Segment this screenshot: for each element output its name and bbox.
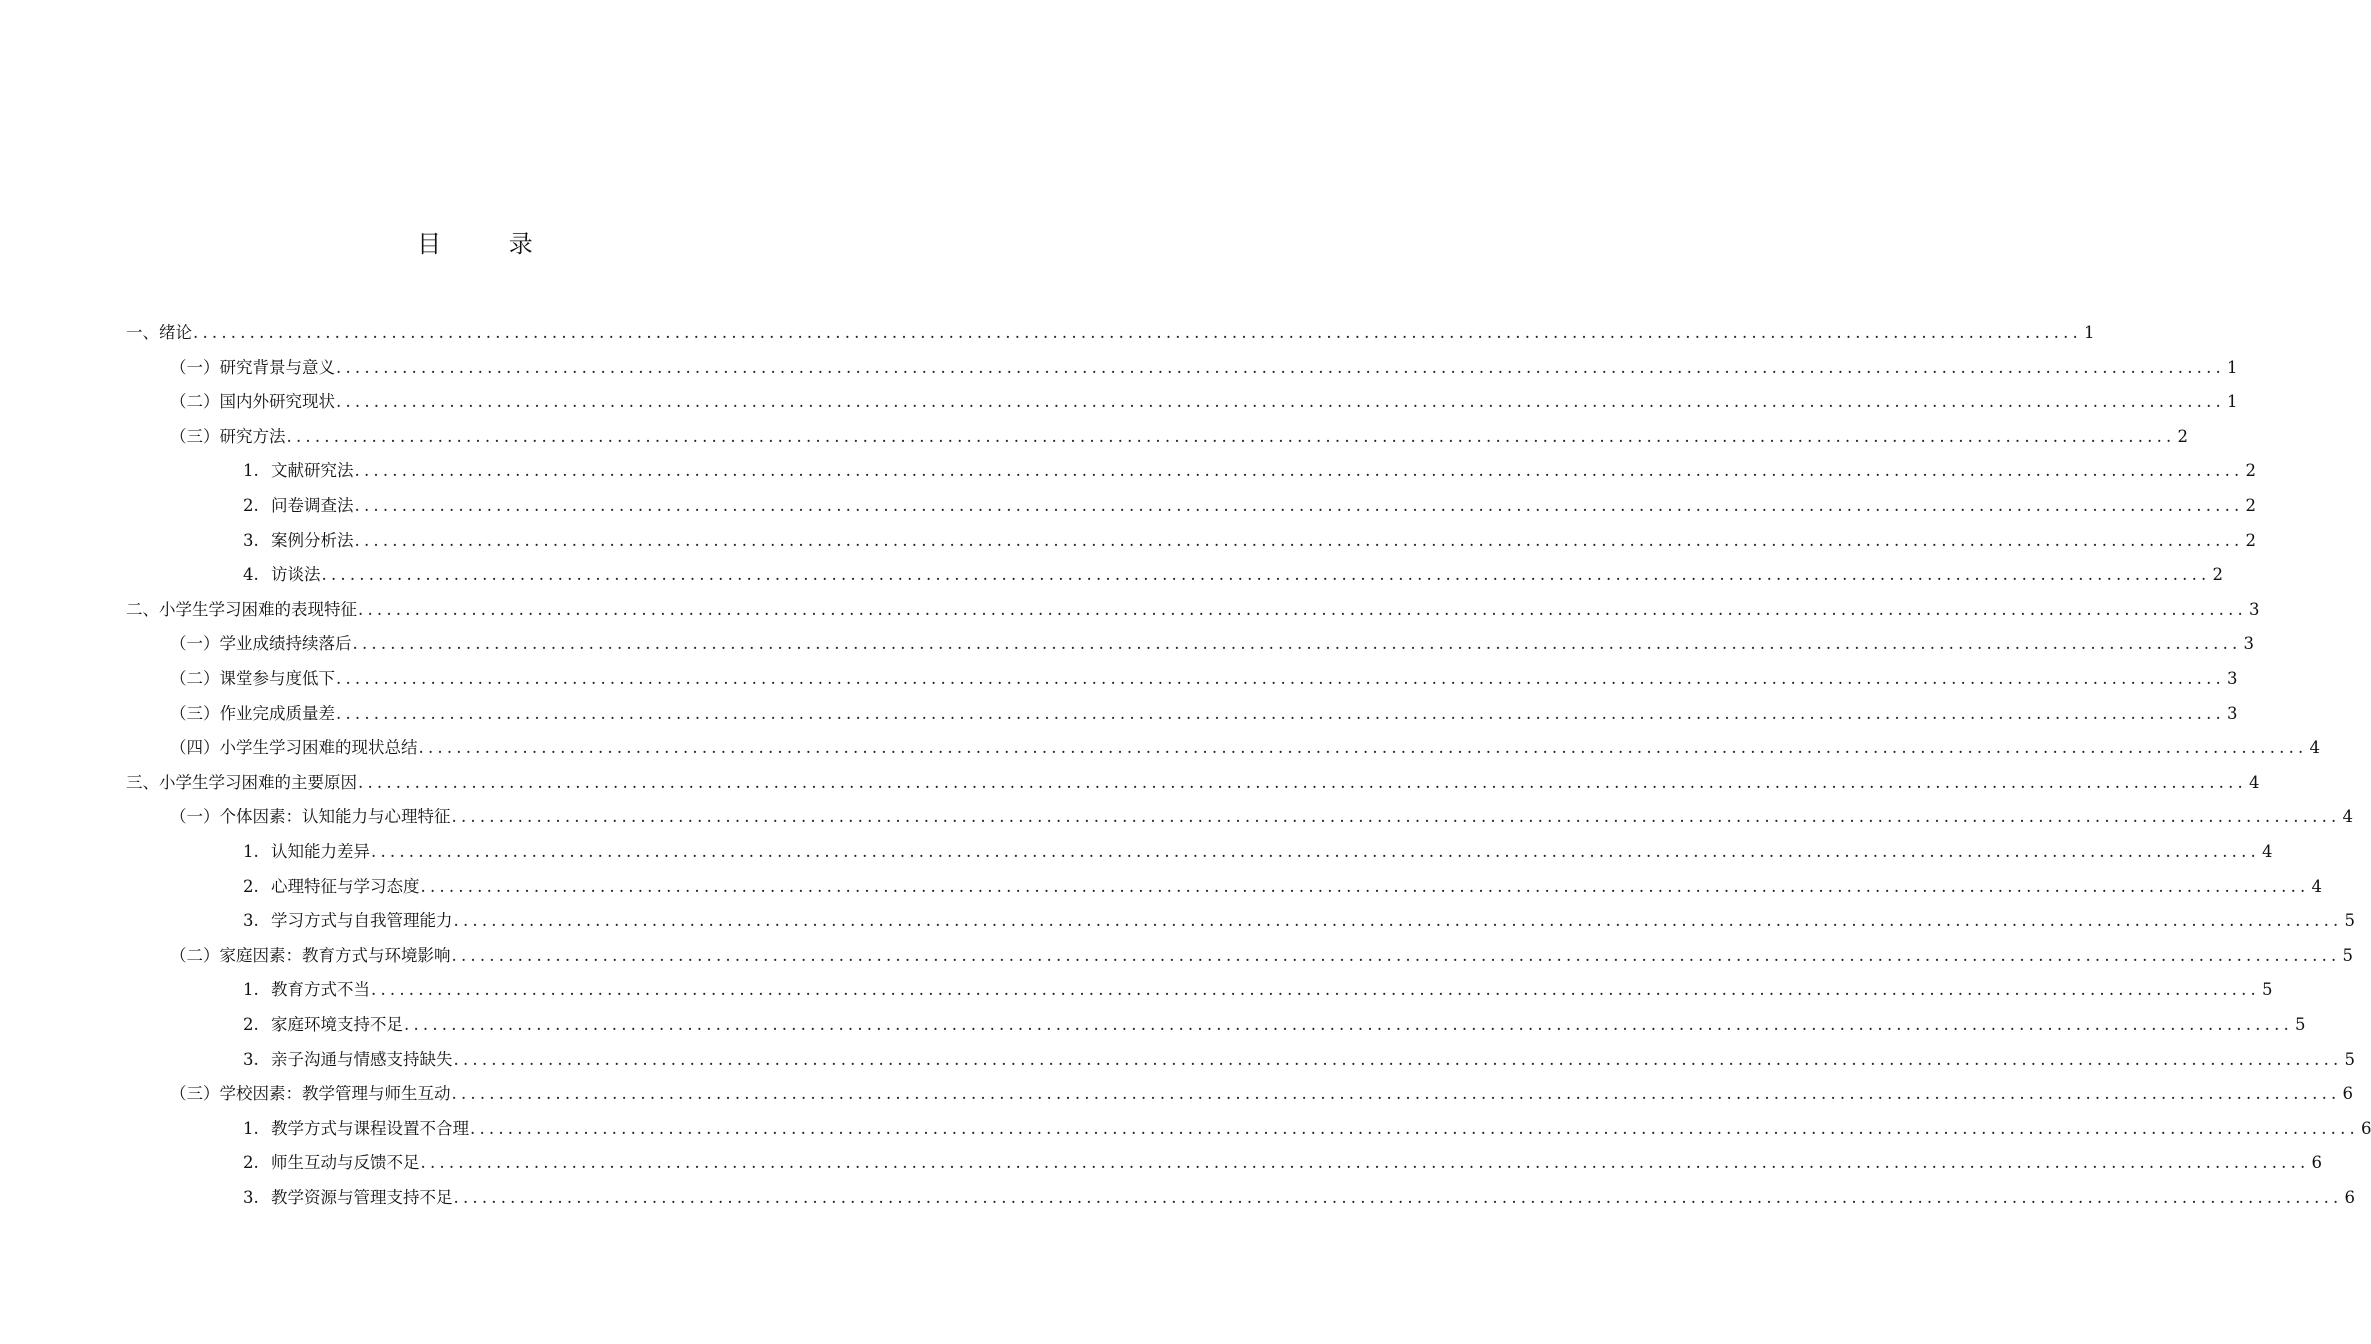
toc-page-number: 6 <box>2342 1084 2353 1104</box>
toc-page-number: 5 <box>2344 1049 2355 1069</box>
toc-entry-text: 教育方式不当 <box>271 980 370 1000</box>
toc-entry-text: 亲子沟通与情感支持缺失 <box>271 1049 453 1069</box>
toc-dot-leader: ........................................................................................................................................................................................................ <box>453 911 2343 931</box>
toc-entry-label <box>170 939 451 973</box>
toc-entry-text: 二、小学生学习困难的表现特征 <box>126 599 357 619</box>
toc-dot-leader: ........................................................................................................................................................................................................ <box>352 634 2242 654</box>
toc-entry-text: 认知能力差异 <box>271 842 370 861</box>
toc-title: 目 录 <box>417 230 563 258</box>
toc-entry-label <box>243 1112 469 1146</box>
toc-entry-label <box>170 731 418 765</box>
toc-entry-text: （一）学业成绩持续落后 <box>170 634 352 654</box>
toc-page-number: 4 <box>2309 738 2320 758</box>
toc-dot-leader: ........................................................................................................................................................................................................ <box>286 426 2176 446</box>
toc-entry-label <box>243 870 420 904</box>
toc-page-number: 5 <box>2342 945 2353 965</box>
toc-dot-leader: ........................................................................................................................................................................................................ <box>371 980 2260 1000</box>
toc-entry[interactable] <box>170 662 2238 696</box>
toc-page-number: 3 <box>2248 599 2260 619</box>
toc-dot-leader: ........................................................................................................................................................................................................ <box>470 1118 2359 1138</box>
toc-entry[interactable] <box>243 835 2273 869</box>
toc-page-number: 2 <box>2212 565 2223 585</box>
toc-entry-label <box>243 835 370 869</box>
toc-entry-text: （三）研究方法 <box>170 426 286 446</box>
toc-entry[interactable] <box>243 904 2355 938</box>
toc-entry-text: 教学资源与管理支持不足 <box>271 1188 453 1207</box>
toc-page-number: 1 <box>2226 357 2238 377</box>
toc-entry[interactable] <box>170 731 2320 765</box>
toc-dot-leader: ........................................................................................................................................................................................................ <box>371 842 2260 861</box>
toc-entry[interactable] <box>170 627 2254 661</box>
toc-dot-leader: ........................................................................................................................................................................................................ <box>354 496 2244 515</box>
toc-entry-text: 访谈法 <box>271 565 321 585</box>
toc-entry-number: 1. <box>243 842 259 861</box>
toc-entry[interactable] <box>243 870 2322 904</box>
toc-entry[interactable] <box>126 593 2260 627</box>
toc-entry-text: 文献研究法 <box>271 461 354 481</box>
toc-entry[interactable] <box>170 385 2238 419</box>
toc-entry[interactable] <box>170 1077 2353 1111</box>
toc-entry-label <box>126 593 357 627</box>
toc-dot-leader: ........................................................................................................................................................................................................ <box>451 1084 2341 1104</box>
toc-entry-label <box>170 627 352 661</box>
toc-entry-text: （一）研究背景与意义 <box>170 357 335 377</box>
toc-page-number: 6 <box>2344 1188 2355 1207</box>
toc-entry-label <box>243 558 321 592</box>
toc-entry-text: 家庭环境支持不足 <box>271 1015 403 1034</box>
toc-entry-text: 师生互动与反馈不足 <box>271 1153 420 1173</box>
toc-page-number: 5 <box>2344 911 2355 931</box>
toc-entry[interactable] <box>243 524 2256 558</box>
toc-page-number: 4 <box>2261 842 2273 861</box>
toc-entry-number: 2. <box>243 496 259 515</box>
toc-entry-number: 3. <box>243 530 259 550</box>
toc-dot-leader: ........................................................................................................................................................................................................ <box>420 876 2310 896</box>
toc-page-number: 1 <box>2083 323 2095 342</box>
toc-dot-leader: ........................................................................................................................................................................................................ <box>418 738 2308 758</box>
toc-entry[interactable] <box>243 1112 2371 1146</box>
toc-entry-text: （二）课堂参与度低下 <box>170 669 335 688</box>
toc-entry[interactable] <box>126 766 2260 800</box>
toc-entry-label <box>170 800 451 834</box>
toc-dot-leader: ........................................................................................................................................................................................................ <box>336 392 2225 412</box>
toc-entry-text: （三）作业完成质量差 <box>170 703 335 723</box>
toc-entry-number: 3. <box>243 911 259 931</box>
toc-page-number: 4 <box>2248 772 2260 792</box>
toc-entry-text: 一、绪论 <box>126 323 192 342</box>
toc-page-number: 3 <box>2243 634 2254 654</box>
toc-entry-text: （四）小学生学习困难的现状总结 <box>170 738 418 758</box>
toc-entry-label <box>243 489 354 523</box>
toc-dot-leader: ........................................................................................................................................................................................................ <box>193 323 2082 342</box>
toc-entry-number: 4. <box>243 565 259 585</box>
toc-entry[interactable] <box>243 454 2256 488</box>
toc-entry-number: 1. <box>243 1118 259 1138</box>
toc-entry[interactable] <box>170 800 2353 834</box>
toc-entry[interactable] <box>170 351 2238 385</box>
toc-page-number: 4 <box>2342 807 2353 827</box>
toc-entry[interactable] <box>243 558 2223 592</box>
toc-entry-text: 三、小学生学习困难的主要原因 <box>126 772 357 792</box>
toc-entry[interactable] <box>243 1008 2306 1042</box>
toc-dot-leader: ........................................................................................................................................................................................................ <box>336 703 2225 723</box>
toc-dot-leader: ........................................................................................................................................................................................................ <box>451 807 2341 827</box>
toc-entry[interactable] <box>243 973 2273 1007</box>
toc-entry-text: 问卷调查法 <box>271 496 354 515</box>
toc-entry[interactable] <box>243 1181 2355 1215</box>
toc-entry-text: （一）个体因素：认知能力与心理特征 <box>170 807 451 827</box>
toc-page-number: 2 <box>2245 461 2256 481</box>
toc-dot-leader: ........................................................................................................................................................................................................ <box>404 1015 2293 1034</box>
toc-page-number: 5 <box>2261 980 2273 1000</box>
toc-entry[interactable] <box>170 939 2353 973</box>
toc-dot-leader: ........................................................................................................................................................................................................ <box>453 1188 2343 1207</box>
toc-dot-leader: ........................................................................................................................................................................................................ <box>354 461 2244 481</box>
toc-entry-label <box>170 697 335 731</box>
toc-entry-label <box>243 904 453 938</box>
toc-page-number: 6 <box>2360 1118 2371 1138</box>
toc-dot-leader: ........................................................................................................................................................................................................ <box>354 530 2244 550</box>
toc-page-number: 5 <box>2294 1015 2306 1034</box>
toc-page-number: 3 <box>2226 703 2238 723</box>
toc-entry-label <box>243 1181 453 1215</box>
toc-entry[interactable] <box>243 489 2256 523</box>
toc-dot-leader: ........................................................................................................................................................................................................ <box>358 772 2247 792</box>
toc-entry-label <box>170 1077 451 1111</box>
toc-entry-number: 3. <box>243 1188 259 1207</box>
toc-dot-leader: ........................................................................................................................................................................................................ <box>451 945 2341 965</box>
toc-entry-label <box>243 1043 453 1077</box>
toc-entry-text: 案例分析法 <box>271 530 354 550</box>
toc-entry-label <box>243 973 370 1007</box>
toc-entry-label <box>126 316 192 350</box>
toc-entry[interactable] <box>170 420 2188 454</box>
toc-entry[interactable] <box>126 316 2095 350</box>
toc-entry-text: 教学方式与课程设置不合理 <box>271 1118 469 1138</box>
toc-entry-text: 学习方式与自我管理能力 <box>271 911 453 931</box>
toc-page-number: 2 <box>2245 530 2256 550</box>
toc-dot-leader: ........................................................................................................................................................................................................ <box>336 357 2225 377</box>
toc-page-number: 2 <box>2177 426 2188 446</box>
toc-entry[interactable] <box>170 697 2238 731</box>
toc-entry-number: 1. <box>243 461 259 481</box>
toc-entry-label <box>243 524 354 558</box>
toc-entry-number: 2. <box>243 1153 259 1173</box>
toc-dot-leader: ........................................................................................................................................................................................................ <box>358 599 2247 619</box>
toc-entry-label <box>243 454 354 488</box>
toc-page-number: 4 <box>2311 876 2322 896</box>
toc-page-number: 1 <box>2226 392 2238 412</box>
toc-entry-text: （二）国内外研究现状 <box>170 392 335 412</box>
toc-page-number: 6 <box>2311 1153 2322 1173</box>
toc-entry-label <box>170 662 335 696</box>
toc-entry-text: 心理特征与学习态度 <box>271 876 420 896</box>
toc-dot-leader: ........................................................................................................................................................................................................ <box>453 1049 2343 1069</box>
toc-entry-number: 1. <box>243 980 259 1000</box>
toc-dot-leader: ........................................................................................................................................................................................................ <box>321 565 2211 585</box>
toc-page-number: 3 <box>2226 669 2238 688</box>
toc-entry-number: 3. <box>243 1049 259 1069</box>
toc-entry-label <box>126 766 357 800</box>
toc-dot-leader: ........................................................................................................................................................................................................ <box>420 1153 2310 1173</box>
toc-entry-text: （二）家庭因素：教育方式与环境影响 <box>170 945 451 965</box>
toc-entry-number: 2. <box>243 876 259 896</box>
toc-entry[interactable] <box>243 1146 2322 1180</box>
toc-entry-label <box>243 1146 420 1180</box>
toc-entry-label <box>170 351 335 385</box>
toc-entry-label <box>243 1008 403 1042</box>
toc-entry-text: （三）学校因素：教学管理与师生互动 <box>170 1084 451 1104</box>
toc-entry-label <box>170 385 335 419</box>
toc-entry-number: 2. <box>243 1015 259 1034</box>
toc-dot-leader: ........................................................................................................................................................................................................ <box>336 669 2225 688</box>
toc-entry[interactable] <box>243 1043 2355 1077</box>
toc-entry-label <box>170 420 286 454</box>
toc-page-number: 2 <box>2245 496 2256 515</box>
